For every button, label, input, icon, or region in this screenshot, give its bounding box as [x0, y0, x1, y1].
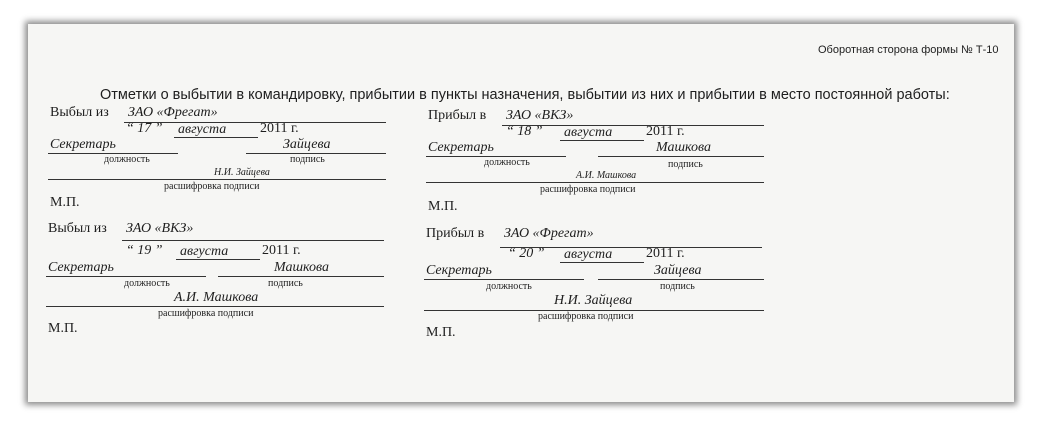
- signature-decoding-field[interactable]: Н.И. Зайцева: [554, 293, 633, 308]
- signature-caption: подпись: [660, 281, 695, 292]
- organization-line: [124, 122, 386, 123]
- page-heading: Отметки о выбытии в командировку, прибытии в пункты назначения, выбытии из них и прибытии в место постоянной работы:: [100, 87, 950, 103]
- date-month-field[interactable]: августа: [178, 122, 227, 137]
- date-month-line: [176, 259, 260, 260]
- position-field[interactable]: Секретарь: [428, 140, 494, 155]
- decoding-caption: расшифровка подписи: [538, 311, 634, 322]
- organization-line: [122, 240, 384, 241]
- signature-caption: подпись: [668, 159, 703, 170]
- signature-line: [598, 156, 764, 157]
- stamp-label: М.П.: [428, 199, 458, 214]
- date-day-field[interactable]: “ 18 ”: [506, 124, 543, 139]
- date-year: 2011 г.: [646, 246, 685, 261]
- stamp-label: М.П.: [48, 321, 78, 336]
- position-caption: должность: [484, 157, 530, 168]
- signature-decoding-field[interactable]: А.И. Машкова: [174, 290, 259, 305]
- block-label: Прибыл в: [428, 108, 487, 123]
- signature-line: [218, 276, 384, 277]
- signature-decoding-field[interactable]: Н.И. Зайцева: [214, 167, 270, 178]
- signature-field[interactable]: Машкова: [274, 260, 330, 275]
- signature-caption: подпись: [268, 278, 303, 289]
- decoding-caption: расшифровка подписи: [540, 184, 636, 195]
- date-year: 2011 г.: [262, 243, 301, 258]
- organization-field[interactable]: ЗАО «ВКЗ»: [506, 108, 574, 123]
- signature-caption: подпись: [290, 154, 325, 165]
- decoding-line: [46, 306, 384, 307]
- signature-decoding-field[interactable]: А.И. Машкова: [576, 170, 637, 181]
- block-label: Прибыл в: [426, 226, 485, 241]
- date-month-field[interactable]: августа: [180, 244, 229, 259]
- organization-field[interactable]: ЗАО «ВКЗ»: [126, 221, 194, 236]
- signature-line: [598, 279, 764, 280]
- position-caption: должность: [486, 281, 532, 292]
- date-month-line: [174, 137, 258, 138]
- date-year: 2011 г.: [646, 124, 685, 139]
- decoding-caption: расшифровка подписи: [164, 181, 260, 192]
- stamp-label: М.П.: [426, 325, 456, 340]
- signature-field[interactable]: Зайцева: [654, 263, 702, 278]
- position-line: [424, 279, 584, 280]
- form-side-label: Оборотная сторона формы № Т-10: [818, 44, 999, 56]
- form-sheet: [28, 24, 1014, 402]
- decoding-caption: расшифровка подписи: [158, 308, 254, 319]
- position-caption: должность: [104, 154, 150, 165]
- position-field[interactable]: Секретарь: [426, 263, 492, 278]
- block-label: Выбыл из: [50, 105, 109, 120]
- position-line: [46, 276, 206, 277]
- stamp-label: М.П.: [50, 195, 80, 210]
- date-month-field[interactable]: августа: [564, 247, 613, 262]
- date-day-field[interactable]: “ 17 ”: [126, 121, 163, 136]
- position-field[interactable]: Секретарь: [50, 137, 116, 152]
- date-day-field[interactable]: “ 19 ”: [126, 243, 163, 258]
- position-caption: должность: [124, 278, 170, 289]
- signature-field[interactable]: Зайцева: [283, 137, 331, 152]
- organization-field[interactable]: ЗАО «Фрегат»: [128, 105, 218, 120]
- decoding-line: [426, 182, 764, 183]
- decoding-line: [48, 179, 386, 180]
- date-month-line: [560, 140, 644, 141]
- date-day-field[interactable]: “ 20 ”: [508, 246, 545, 261]
- block-label: Выбыл из: [48, 221, 107, 236]
- date-month-field[interactable]: августа: [564, 125, 613, 140]
- date-year: 2011 г.: [260, 121, 299, 136]
- position-field[interactable]: Секретарь: [48, 260, 114, 275]
- organization-field[interactable]: ЗАО «Фрегат»: [504, 226, 594, 241]
- signature-field[interactable]: Машкова: [656, 140, 712, 155]
- date-month-line: [560, 262, 644, 263]
